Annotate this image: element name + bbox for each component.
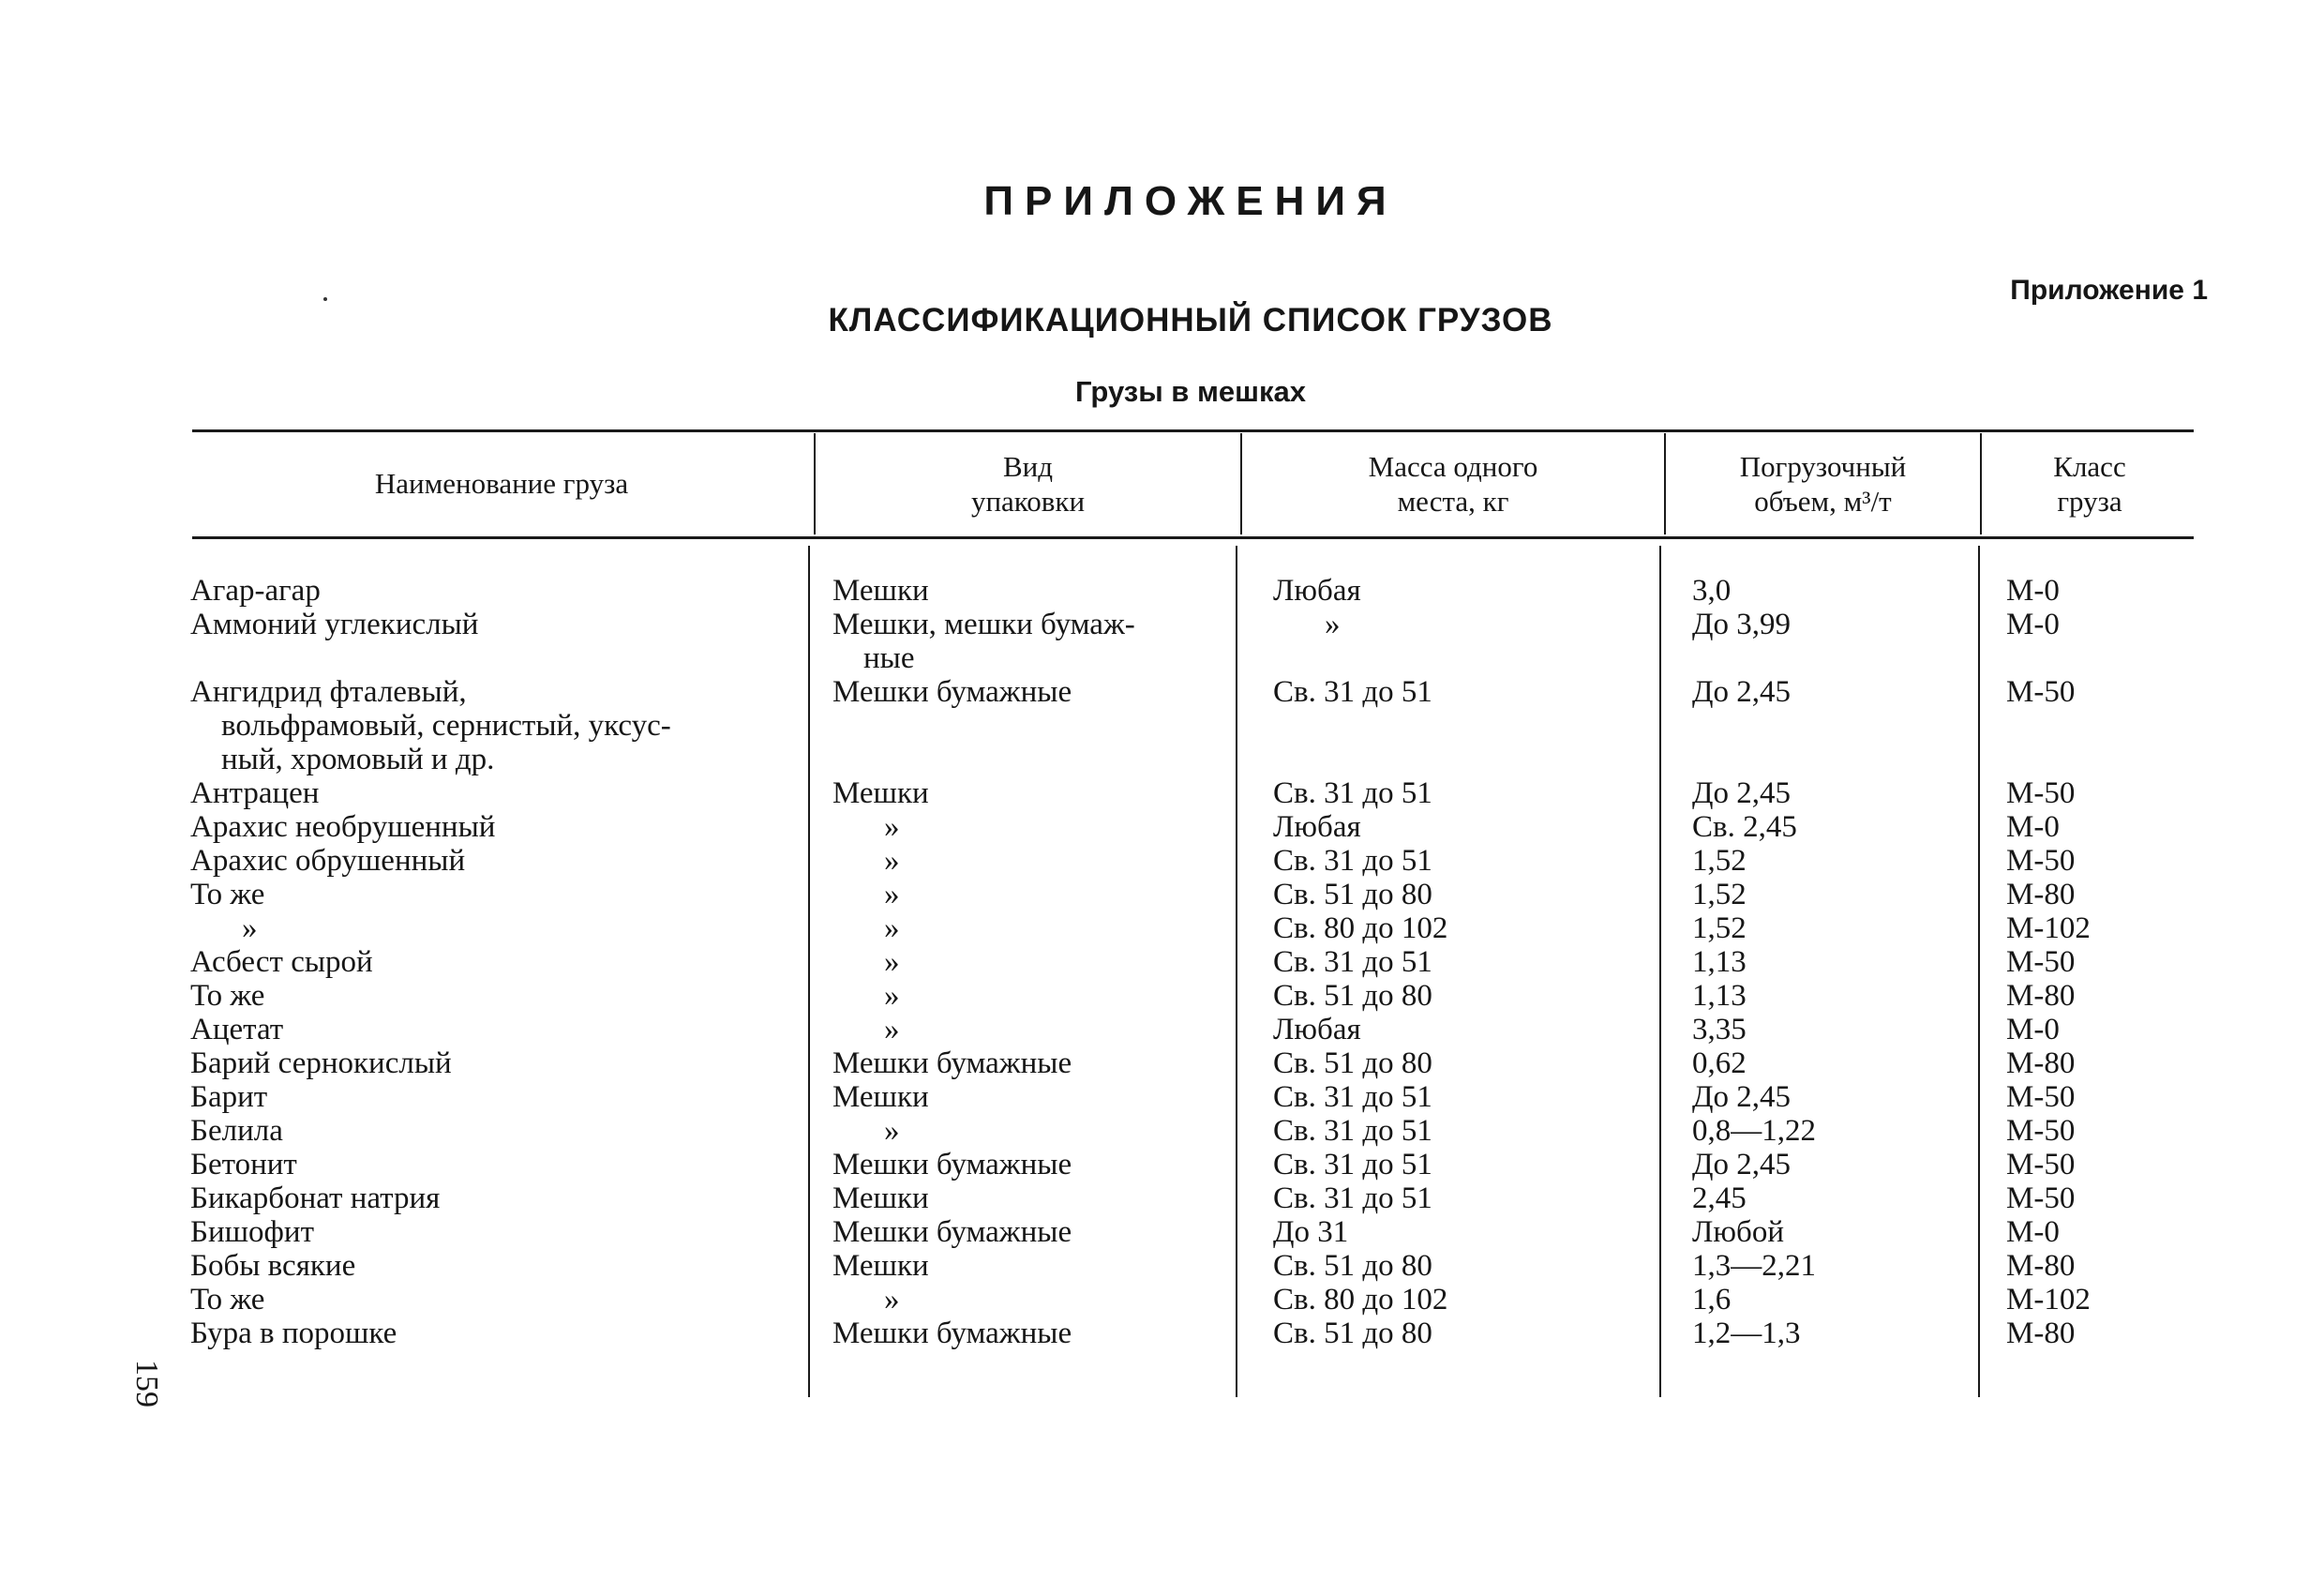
cell-vol: Любой: [1692, 1215, 1784, 1249]
cell-pack: Мешки: [832, 1080, 929, 1114]
cell-cls: М-50: [2006, 1114, 2076, 1148]
cell-pack: »: [884, 878, 900, 911]
table-row: [0, 1215, 2324, 1249]
table-row: [0, 1148, 2324, 1181]
cell-pack: Мешки, мешки бумаж- ные: [832, 608, 1135, 675]
cell-pack: »: [884, 1013, 900, 1046]
cell-cls: М-0: [2006, 1013, 2060, 1046]
section-title: Грузы в мешках: [1075, 375, 1306, 408]
cell-mass: Любая: [1273, 1013, 1361, 1046]
cell-name: Бишофит: [190, 1215, 314, 1249]
cell-cls: М-50: [2006, 945, 2076, 979]
cell-vol: 1,3—2,21: [1692, 1249, 1816, 1283]
table-row: [0, 1317, 2324, 1350]
cell-vol: 0,62: [1692, 1046, 1747, 1080]
cell-cls: М-0: [2006, 608, 2060, 641]
cell-pack: »: [884, 979, 900, 1013]
cell-mass: Св. 51 до 80: [1273, 979, 1432, 1013]
header-name: Наименование груза: [374, 467, 629, 500]
cell-pack: »: [884, 1283, 900, 1317]
cell-vol: 1,52: [1692, 844, 1747, 878]
table-row: [0, 1283, 2324, 1317]
cell-cls: М-50: [2006, 675, 2076, 709]
table-row: [0, 810, 2324, 844]
cell-pack: Мешки бумажные: [832, 1148, 1072, 1181]
cell-pack: Мешки бумажные: [832, 1215, 1072, 1249]
page-number: 159: [129, 1360, 164, 1407]
cell-cls: М-80: [2006, 979, 2076, 1013]
table-row: [0, 911, 2324, 945]
cell-name: Белила: [190, 1114, 283, 1148]
cell-mass: Любая: [1273, 810, 1361, 844]
cell-name: Бура в порошке: [190, 1317, 397, 1350]
cell-name: Бикарбонат натрия: [190, 1181, 441, 1215]
cell-name: Арахис необрушенный: [190, 810, 496, 844]
table-row: [0, 1181, 2324, 1215]
table-top-rule: [192, 429, 2194, 432]
cell-pack: »: [884, 844, 900, 878]
cell-vol: 3,35: [1692, 1013, 1747, 1046]
cell-pack: Мешки: [832, 776, 929, 810]
table-row: [0, 776, 2324, 810]
table-row: [0, 1046, 2324, 1080]
cell-vol: До 2,45: [1692, 1148, 1792, 1181]
cell-name: Агар-агар: [190, 574, 321, 608]
cell-pack: »: [884, 945, 900, 979]
table-body: [0, 574, 2324, 1350]
cell-vol: 1,13: [1692, 945, 1747, 979]
cell-cls: М-80: [2006, 1046, 2076, 1080]
cell-vol: 1,52: [1692, 911, 1747, 945]
stray-dot: [323, 297, 327, 301]
cell-vol: До 3,99: [1692, 608, 1792, 641]
cell-mass: Св. 31 до 51: [1273, 1080, 1432, 1114]
cell-cls: М-0: [2006, 1215, 2060, 1249]
cell-vol: До 2,45: [1692, 1080, 1792, 1114]
table-row: [0, 1114, 2324, 1148]
cell-mass: Св. 31 до 51: [1273, 1181, 1432, 1215]
cell-cls: М-50: [2006, 1181, 2076, 1215]
cell-pack: Мешки бумажные: [832, 675, 1072, 709]
cell-vol: 1,13: [1692, 979, 1747, 1013]
table-row: [0, 979, 2324, 1013]
cell-vol: 0,8—1,22: [1692, 1114, 1816, 1148]
cell-mass: Св. 31 до 51: [1273, 1148, 1432, 1181]
table-row: [0, 878, 2324, 911]
cell-vol: Св. 2,45: [1692, 810, 1797, 844]
cell-pack: Мешки бумажные: [832, 1046, 1072, 1080]
cell-mass: Св. 31 до 51: [1273, 844, 1432, 878]
table-row: [0, 574, 2324, 608]
cell-cls: М-0: [2006, 574, 2060, 608]
cell-cls: М-0: [2006, 810, 2060, 844]
cell-mass: »: [1325, 608, 1341, 641]
cell-cls: М-80: [2006, 1317, 2076, 1350]
cell-pack: Мешки: [832, 1249, 929, 1283]
cell-vol: 1,52: [1692, 878, 1747, 911]
cell-name: Бетонит: [190, 1148, 297, 1181]
cell-name: Бобы всякие: [190, 1249, 356, 1283]
cell-name: »: [242, 911, 258, 945]
cell-mass: Св. 51 до 80: [1273, 1046, 1432, 1080]
cell-vol: До 2,45: [1692, 675, 1792, 709]
header-volume: Погрузочный объем, м³/т: [1739, 450, 1907, 518]
header-pack: Вид упаковки: [970, 450, 1086, 518]
cell-vol: 1,2—1,3: [1692, 1317, 1801, 1350]
cell-name: То же: [190, 878, 265, 911]
cell-mass: Любая: [1273, 574, 1361, 608]
cell-pack: »: [884, 810, 900, 844]
appendix-label: Приложение 1: [2010, 275, 2208, 306]
cell-mass: Св. 31 до 51: [1273, 675, 1432, 709]
header-class: Класс груза: [2053, 450, 2126, 518]
cell-cls: М-80: [2006, 1249, 2076, 1283]
cell-cls: М-102: [2006, 911, 2091, 945]
cell-mass: Св. 31 до 51: [1273, 1114, 1432, 1148]
table-row: [0, 1013, 2324, 1046]
table-row: [0, 1080, 2324, 1114]
cell-name: Асбест сырой: [190, 945, 373, 979]
cell-pack: »: [884, 911, 900, 945]
cell-mass: Св. 80 до 102: [1273, 911, 1448, 945]
cell-vol: 1,6: [1692, 1283, 1732, 1317]
cell-name: То же: [190, 1283, 265, 1317]
cell-mass: Св. 51 до 80: [1273, 1249, 1432, 1283]
cell-cls: М-102: [2006, 1283, 2091, 1317]
cell-vol: 3,0: [1692, 574, 1732, 608]
cell-mass: Св. 51 до 80: [1273, 1317, 1432, 1350]
cell-mass: До 31: [1273, 1215, 1349, 1249]
cell-mass: Св. 31 до 51: [1273, 776, 1432, 810]
cell-pack: Мешки: [832, 574, 929, 608]
header-mass: Масса одного места, кг: [1368, 450, 1538, 518]
cell-name: Ацетат: [190, 1013, 284, 1046]
list-title: КЛАССИФИКАЦИОННЫЙ СПИСОК ГРУЗОВ: [828, 302, 1553, 339]
table-row: [0, 844, 2324, 878]
cell-cls: М-50: [2006, 1148, 2076, 1181]
cell-mass: Св. 51 до 80: [1273, 878, 1432, 911]
table-row: [0, 945, 2324, 979]
cell-name: Барий сернокислый: [190, 1046, 452, 1080]
cell-name: Барит: [190, 1080, 268, 1114]
cell-cls: М-80: [2006, 878, 2076, 911]
cell-mass: Св. 31 до 51: [1273, 945, 1432, 979]
table-row: [0, 675, 2324, 776]
cell-pack: Мешки бумажные: [832, 1317, 1072, 1350]
table-row: [0, 1249, 2324, 1283]
cell-pack: Мешки: [832, 1181, 929, 1215]
cell-vol: 2,45: [1692, 1181, 1747, 1215]
cell-name: Арахис обрушенный: [190, 844, 466, 878]
cell-cls: М-50: [2006, 776, 2076, 810]
cell-mass: Св. 80 до 102: [1273, 1283, 1448, 1317]
cell-vol: До 2,45: [1692, 776, 1792, 810]
cell-name: Ангидрид фталевый, вольфрамовый, сернистый, уксус- ный, хромовый и др.: [190, 675, 671, 776]
cell-name: Аммоний углекислый: [190, 608, 479, 641]
cell-cls: М-50: [2006, 1080, 2076, 1114]
table-row: [0, 608, 2324, 675]
cell-pack: »: [884, 1114, 900, 1148]
cell-name: То же: [190, 979, 265, 1013]
table-header-rule: [192, 536, 2194, 539]
cell-name: Антрацен: [190, 776, 320, 810]
cell-cls: М-50: [2006, 844, 2076, 878]
page-title: ПРИЛОЖЕНИЯ: [983, 178, 1398, 224]
